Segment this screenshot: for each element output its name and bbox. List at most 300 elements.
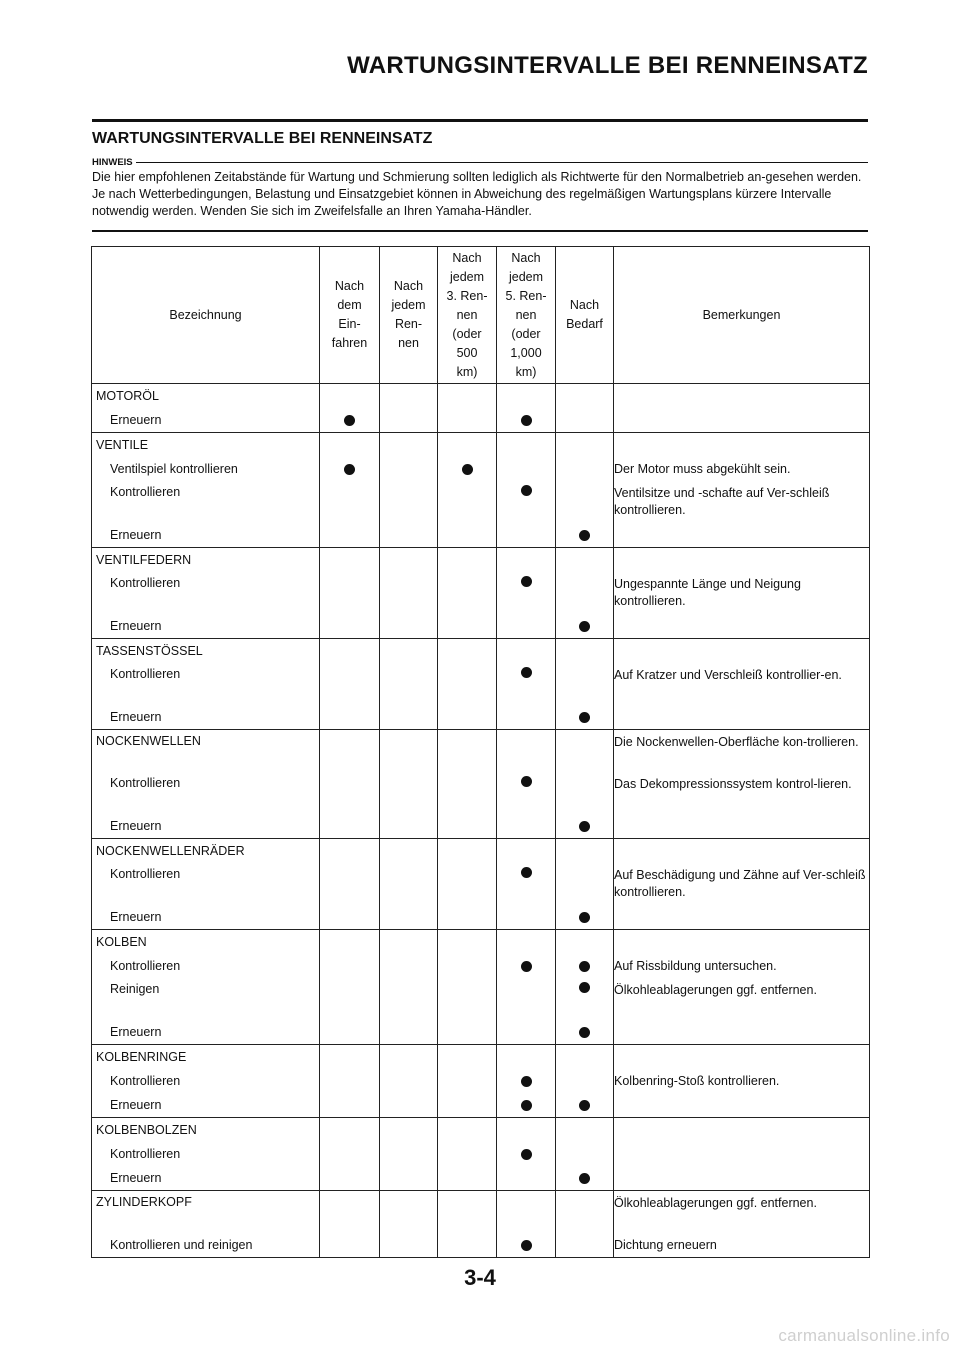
item-remark: Das Dekompressionssystem kontrol-lieren.	[614, 777, 852, 791]
mark-slot	[556, 863, 613, 905]
row-label-cell	[92, 930, 320, 1045]
interval-cell	[556, 730, 614, 839]
mark-slot	[320, 905, 379, 929]
mark-slot	[497, 457, 555, 481]
mark-slot	[320, 814, 379, 838]
row-label-cell	[92, 839, 320, 930]
item-label: Kontrollieren	[110, 776, 181, 790]
mark-slot	[497, 978, 555, 1020]
spacer	[556, 1191, 613, 1233]
interval-cell	[556, 639, 614, 730]
filled-dot-icon	[521, 1076, 532, 1087]
interval-cell	[556, 433, 614, 548]
mark-slot	[497, 614, 555, 638]
mark-slot	[556, 905, 613, 929]
filled-dot-icon	[521, 576, 532, 587]
spacer	[497, 433, 555, 457]
interval-cell	[438, 1045, 497, 1118]
spacer	[320, 839, 379, 863]
mark-slot	[556, 772, 613, 814]
interval-cell	[497, 639, 556, 730]
group-name: TASSENSTÖSSEL	[96, 644, 203, 658]
mark-slot	[556, 523, 613, 547]
group-remark	[614, 1045, 869, 1069]
mark-slot	[380, 954, 437, 978]
mark-slot	[380, 772, 437, 814]
spacer	[497, 384, 555, 408]
header-rule	[92, 119, 868, 122]
spacer	[497, 839, 555, 863]
item-label: Erneuern	[110, 1025, 162, 1039]
mark-slot	[497, 1166, 555, 1190]
mark-slot	[556, 1069, 613, 1093]
group-name: ZYLINDERKOPF	[96, 1195, 192, 1209]
group-name: VENTILFEDERN	[96, 553, 192, 567]
spacer	[497, 730, 555, 772]
hinweis-divider	[136, 162, 868, 163]
mark-slot	[497, 863, 555, 905]
item-label: Kontrollieren	[110, 867, 181, 881]
item-label: Erneuern	[110, 1098, 162, 1112]
column-header: Bezeichnung	[92, 247, 320, 384]
spacer	[556, 639, 613, 663]
item-remark: Ungespannte Länge und Neigung kontrollieren.	[614, 577, 801, 608]
filled-dot-icon	[579, 912, 590, 923]
mark-slot	[556, 1093, 613, 1117]
table-body	[92, 384, 870, 1258]
mark-slot	[438, 1233, 496, 1257]
mark-slot	[380, 1069, 437, 1093]
column-header: Bemerkungen	[614, 247, 870, 384]
spacer	[438, 548, 496, 572]
filled-dot-icon	[521, 867, 532, 878]
mark-slot	[438, 523, 496, 547]
column-header: Nach jedem Ren- nen	[380, 247, 438, 384]
group-remark	[614, 384, 869, 408]
spacer	[497, 1045, 555, 1069]
item-label: Erneuern	[110, 710, 162, 724]
spacer	[438, 1118, 496, 1142]
item-remark	[614, 905, 869, 929]
group-remark: Ölkohleablagerungen ggf. entfernen.	[614, 1196, 817, 1210]
interval-cell	[438, 930, 497, 1045]
mark-slot	[497, 814, 555, 838]
row-label-cell	[92, 433, 320, 548]
mark-slot	[497, 408, 555, 432]
column-header: Nach jedem 3. Ren- nen (oder 500 km)	[438, 247, 497, 384]
spacer	[438, 384, 496, 408]
filled-dot-icon	[521, 667, 532, 678]
group-remark	[614, 839, 869, 863]
spacer	[320, 1191, 379, 1233]
remarks-cell	[614, 384, 870, 433]
mark-slot	[438, 1069, 496, 1093]
mark-slot	[380, 1093, 437, 1117]
spacer	[497, 1118, 555, 1142]
mark-slot	[438, 572, 496, 614]
interval-cell	[320, 839, 380, 930]
table-header-row	[92, 247, 870, 384]
mark-slot	[497, 1069, 555, 1093]
mark-slot	[438, 481, 496, 523]
interval-cell	[380, 548, 438, 639]
mark-slot	[320, 457, 379, 481]
table-row	[92, 433, 870, 548]
row-label-cell	[92, 548, 320, 639]
spacer	[320, 1118, 379, 1142]
interval-cell	[380, 730, 438, 839]
mark-slot	[380, 1020, 437, 1044]
item-remark: Der Motor muss abgekühlt sein.	[614, 461, 791, 476]
mark-slot	[438, 814, 496, 838]
mark-slot	[556, 705, 613, 729]
mark-slot	[380, 705, 437, 729]
interval-cell	[438, 730, 497, 839]
group-remark	[614, 548, 869, 572]
spacer	[380, 548, 437, 572]
mark-slot	[497, 481, 555, 523]
group-name: KOLBEN	[96, 935, 147, 949]
mark-slot	[438, 614, 496, 638]
spacer	[380, 1191, 437, 1233]
filled-dot-icon	[579, 961, 590, 972]
filled-dot-icon	[579, 1100, 590, 1111]
item-remark	[614, 523, 869, 547]
interval-cell	[320, 433, 380, 548]
filled-dot-icon	[521, 1240, 532, 1251]
spacer	[320, 730, 379, 772]
mark-slot	[320, 1093, 379, 1117]
spacer	[438, 930, 496, 954]
group-name: VENTILE	[96, 438, 149, 452]
item-remark: Ölkohleablagerungen ggf. entfernen.	[614, 983, 817, 997]
spacer	[380, 384, 437, 408]
item-remark	[614, 1093, 869, 1117]
interval-cell	[380, 639, 438, 730]
spacer	[438, 839, 496, 863]
remarks-cell	[614, 730, 870, 839]
remarks-cell	[614, 1118, 870, 1191]
page-number: 3-4	[464, 1265, 496, 1290]
filled-dot-icon	[579, 712, 590, 723]
mark-slot	[497, 705, 555, 729]
item-label: Reinigen	[110, 982, 160, 996]
row-label-cell	[92, 639, 320, 730]
spacer	[320, 1045, 379, 1069]
filled-dot-icon	[521, 961, 532, 972]
item-remark: Auf Rissbildung untersuchen.	[614, 958, 777, 973]
filled-dot-icon	[579, 821, 590, 832]
spacer	[380, 1118, 437, 1142]
mark-slot	[380, 614, 437, 638]
column-header: Nach Bedarf	[556, 247, 614, 384]
mark-slot	[320, 1233, 379, 1257]
filled-dot-icon	[344, 464, 355, 475]
mark-slot	[438, 905, 496, 929]
interval-cell	[380, 1118, 438, 1191]
mark-slot	[320, 863, 379, 905]
item-remark	[614, 814, 869, 838]
item-label: Kontrollieren	[110, 667, 181, 681]
spacer	[438, 730, 496, 772]
remarks-cell	[614, 1045, 870, 1118]
group-name: KOLBENRINGE	[96, 1050, 187, 1064]
item-label: Kontrollieren und reinigen	[110, 1238, 253, 1252]
mark-slot	[438, 705, 496, 729]
remarks-cell	[614, 548, 870, 639]
column-header: Nach dem Ein- fahren	[320, 247, 380, 384]
mark-slot	[320, 481, 379, 523]
spacer	[497, 930, 555, 954]
item-label: Kontrollieren	[110, 1074, 181, 1088]
interval-cell	[320, 1045, 380, 1118]
filled-dot-icon	[521, 485, 532, 496]
interval-cell	[497, 1191, 556, 1258]
row-label-cell	[92, 1191, 320, 1258]
group-name: KOLBENBOLZEN	[96, 1123, 197, 1137]
item-label: Erneuern	[110, 910, 162, 924]
spacer	[438, 433, 496, 457]
spacer	[380, 433, 437, 457]
spacer	[380, 1045, 437, 1069]
interval-cell	[380, 433, 438, 548]
spacer	[380, 839, 437, 863]
filled-dot-icon	[521, 415, 532, 426]
item-label: Ventilspiel kontrollieren	[110, 462, 238, 476]
mark-slot	[556, 954, 613, 978]
hinweis-text: Die hier empfohlenen Zeitabstände für Wartung und Schmierung sollten lediglich als Richtwerte für den Normalbetrieb an-gesehen werden. Je nach Wetterbedingungen, Belastung und Einsatzgebiet können in Abweichung des regelmäßigen Wartungsplans kürzere Intervalle notwendig werden. Wenden Sie sich im Zweifelsfalle an Ihren Yamaha-Händler.	[92, 170, 862, 218]
mark-slot	[380, 814, 437, 838]
row-label-cell	[92, 384, 320, 433]
mark-slot	[497, 954, 555, 978]
mark-slot	[438, 863, 496, 905]
item-label: Kontrollieren	[110, 485, 181, 499]
mark-slot	[438, 772, 496, 814]
group-remark: Die Nockenwellen-Oberfläche kon-trollieren.	[614, 735, 859, 749]
interval-cell	[380, 930, 438, 1045]
row-label-cell	[92, 1118, 320, 1191]
mark-slot	[497, 1142, 555, 1166]
group-remark	[614, 433, 869, 457]
spacer	[556, 384, 613, 408]
hinweis-label-row	[92, 157, 868, 168]
item-remark	[614, 705, 869, 729]
filled-dot-icon	[579, 982, 590, 993]
row-label-cell	[92, 1045, 320, 1118]
interval-cell	[497, 548, 556, 639]
mark-slot	[320, 1069, 379, 1093]
mark-slot	[497, 523, 555, 547]
table-row	[92, 384, 870, 433]
spacer	[320, 384, 379, 408]
remarks-cell	[614, 930, 870, 1045]
item-label: Erneuern	[110, 413, 162, 427]
interval-cell	[556, 1045, 614, 1118]
item-remark: Kolbenring-Stoß kontrollieren.	[614, 1073, 780, 1088]
table-row	[92, 548, 870, 639]
mark-slot	[320, 772, 379, 814]
interval-cell	[497, 384, 556, 433]
mark-slot	[380, 481, 437, 523]
item-label: Kontrollieren	[110, 959, 181, 973]
mark-slot	[556, 1166, 613, 1190]
spacer	[380, 639, 437, 663]
interval-cell	[497, 930, 556, 1045]
spacer	[556, 548, 613, 572]
mark-slot	[320, 1166, 379, 1190]
item-remark	[614, 614, 869, 638]
interval-cell	[380, 839, 438, 930]
item-remark: Auf Kratzer und Verschleiß kontrollier-en.	[614, 668, 842, 682]
row-label-cell	[92, 730, 320, 839]
mark-slot	[556, 814, 613, 838]
table-row	[92, 1045, 870, 1118]
interval-cell	[438, 384, 497, 433]
interval-cell	[320, 548, 380, 639]
remarks-cell	[614, 839, 870, 930]
item-remark: Auf Beschädigung und Zähne auf Ver-schleiß kontrollieren.	[614, 868, 866, 899]
interval-cell	[320, 1191, 380, 1258]
interval-cell	[320, 639, 380, 730]
interval-cell	[556, 548, 614, 639]
filled-dot-icon	[344, 415, 355, 426]
spacer	[320, 548, 379, 572]
mark-slot	[380, 1233, 437, 1257]
mark-slot	[556, 1142, 613, 1166]
group-name: MOTORÖL	[96, 389, 159, 403]
item-label: Kontrollieren	[110, 576, 181, 590]
mark-slot	[556, 408, 613, 432]
column-header: Nach jedem 5. Ren- nen (oder 1,000 km)	[497, 247, 556, 384]
filled-dot-icon	[579, 1173, 590, 1184]
item-label: Erneuern	[110, 528, 162, 542]
interval-cell	[497, 839, 556, 930]
mark-slot	[497, 1233, 555, 1257]
group-remark	[614, 639, 869, 663]
interval-cell	[320, 730, 380, 839]
spacer	[380, 930, 437, 954]
mark-slot	[556, 1233, 613, 1257]
hinweis-rule	[92, 230, 868, 232]
mark-slot	[320, 408, 379, 432]
spacer	[320, 433, 379, 457]
interval-cell	[497, 1045, 556, 1118]
remarks-cell	[614, 639, 870, 730]
mark-slot	[380, 572, 437, 614]
interval-cell	[497, 730, 556, 839]
filled-dot-icon	[579, 530, 590, 541]
interval-cell	[438, 1191, 497, 1258]
mark-slot	[438, 954, 496, 978]
item-remark	[614, 1166, 869, 1190]
item-label: Erneuern	[110, 1171, 162, 1185]
hinweis-box	[92, 157, 868, 220]
interval-cell	[556, 1191, 614, 1258]
mark-slot	[438, 1093, 496, 1117]
spacer	[556, 839, 613, 863]
interval-cell	[438, 639, 497, 730]
mark-slot	[556, 663, 613, 705]
spacer	[497, 639, 555, 663]
spacer	[556, 1118, 613, 1142]
mark-slot	[380, 863, 437, 905]
filled-dot-icon	[579, 1027, 590, 1038]
mark-slot	[320, 663, 379, 705]
mark-slot	[380, 1142, 437, 1166]
item-label: Erneuern	[110, 819, 162, 833]
filled-dot-icon	[521, 1149, 532, 1160]
spacer	[556, 433, 613, 457]
section-title: WARTUNGSINTERVALLE BEI RENNEINSATZ	[92, 130, 433, 147]
interval-cell	[438, 1118, 497, 1191]
mark-slot	[380, 978, 437, 1020]
mark-slot	[320, 523, 379, 547]
mark-slot	[380, 1166, 437, 1190]
mark-slot	[497, 663, 555, 705]
interval-cell	[438, 548, 497, 639]
spacer	[438, 1191, 496, 1233]
interval-cell	[320, 1118, 380, 1191]
spacer	[497, 1191, 555, 1233]
mark-slot	[320, 572, 379, 614]
mark-slot	[380, 408, 437, 432]
item-label: Kontrollieren	[110, 1147, 181, 1161]
mark-slot	[438, 663, 496, 705]
table-row	[92, 839, 870, 930]
item-label: Erneuern	[110, 619, 162, 633]
maintenance-table	[91, 246, 870, 1258]
mark-slot	[556, 572, 613, 614]
interval-cell	[556, 930, 614, 1045]
page-header-title: WARTUNGSINTERVALLE BEI RENNEINSATZ	[347, 52, 868, 79]
table-row	[92, 639, 870, 730]
mark-slot	[497, 572, 555, 614]
interval-cell	[556, 839, 614, 930]
filled-dot-icon	[579, 621, 590, 632]
interval-cell	[380, 384, 438, 433]
spacer	[497, 548, 555, 572]
item-remark: Dichtung erneuern	[614, 1237, 717, 1252]
spacer	[438, 639, 496, 663]
interval-cell	[497, 433, 556, 548]
item-remark	[614, 408, 869, 432]
interval-cell	[497, 1118, 556, 1191]
hinweis-label: HINWEIS	[92, 157, 133, 168]
spacer	[556, 730, 613, 772]
table-row	[92, 1191, 870, 1258]
interval-cell	[556, 384, 614, 433]
remarks-cell	[614, 1191, 870, 1258]
mark-slot	[320, 1020, 379, 1044]
interval-cell	[380, 1045, 438, 1118]
interval-cell	[320, 930, 380, 1045]
mark-slot	[556, 978, 613, 1020]
mark-slot	[380, 663, 437, 705]
mark-slot	[556, 614, 613, 638]
mark-slot	[556, 1020, 613, 1044]
mark-slot	[320, 978, 379, 1020]
mark-slot	[320, 614, 379, 638]
mark-slot	[380, 905, 437, 929]
mark-slot	[320, 1142, 379, 1166]
filled-dot-icon	[521, 1100, 532, 1111]
mark-slot	[556, 457, 613, 481]
table-row	[92, 1118, 870, 1191]
mark-slot	[320, 705, 379, 729]
mark-slot	[438, 457, 496, 481]
group-name: NOCKENWELLENRÄDER	[96, 844, 245, 858]
group-name: NOCKENWELLEN	[96, 734, 201, 748]
